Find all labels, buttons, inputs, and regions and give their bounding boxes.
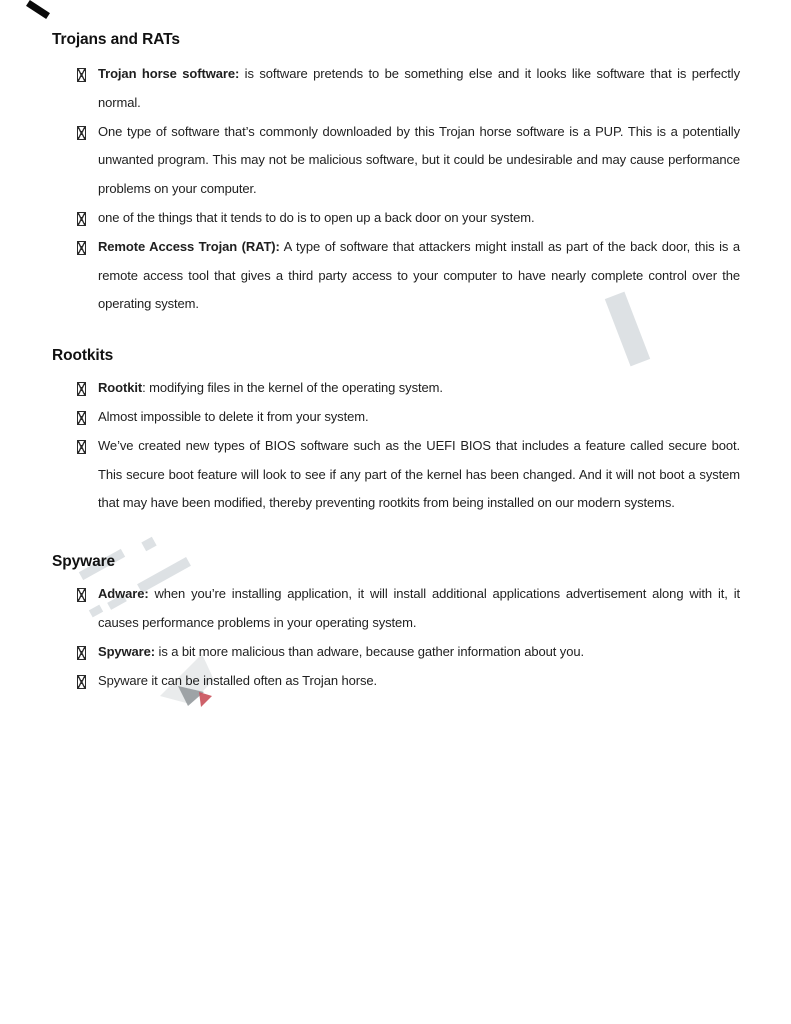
list-item-text: one of the things that it tends to do is to open up a back door on your system.	[98, 209, 535, 225]
bullet-cell	[77, 403, 98, 425]
list-item-text: One type of software that’s commonly downloaded by this Trojan horse software is a PUP. This is a potentially unwanted program. This may not be malicious software, but it could be undesirable and may cause performance problems on your computer.	[98, 123, 740, 197]
section-heading: Spyware	[52, 553, 116, 571]
missing-glyph-bullet-icon	[77, 440, 86, 454]
list-item	[52, 118, 740, 204]
list-item-text: Remote Access Trojan (RAT): A type of software that attackers might install as part of the back door, this is a remote access tool that gives a third party access to your computer to have nearly complete control over the operating system.	[98, 238, 740, 312]
missing-glyph-bullet-icon	[77, 646, 86, 660]
list-item	[52, 60, 740, 118]
document-section	[52, 31, 740, 319]
list-item	[52, 403, 740, 432]
bullet-cell	[77, 580, 98, 602]
list-item	[52, 374, 740, 403]
bullet-cell	[77, 233, 98, 255]
list-item	[52, 432, 740, 518]
bullet-cell	[77, 118, 98, 140]
bullet-list	[52, 60, 740, 319]
bullet-cell	[77, 204, 98, 226]
list-item-text: Spyware it can be installed often as Trojan horse.	[98, 672, 377, 688]
missing-glyph-bullet-icon	[77, 212, 86, 226]
list-item-text: We’ve created new types of BIOS software such as the UEFI BIOS that includes a feature called secure boot. This secure boot feature will look to see if any part of the kernel has been changed. And it will not boot a system that may have been modified, thereby preventing rootkits from being installed on our modern systems.	[98, 437, 740, 511]
missing-glyph-bullet-icon	[77, 382, 86, 396]
list-item	[52, 638, 740, 667]
document-section	[52, 347, 740, 518]
list-item	[52, 233, 740, 319]
missing-glyph-bullet-icon	[77, 126, 86, 140]
missing-glyph-bullet-icon	[77, 675, 86, 689]
bullet-cell	[77, 638, 98, 660]
bullet-cell	[77, 667, 98, 689]
bullet-cell	[77, 374, 98, 396]
missing-glyph-bullet-icon	[77, 241, 86, 255]
bullet-list	[52, 580, 740, 695]
section-heading: Rootkits	[52, 347, 114, 365]
bullet-cell	[77, 432, 98, 454]
list-item-text: Rootkit: modifying files in the kernel of the operating system.	[98, 380, 443, 396]
section-heading: Trojans and RATs	[52, 31, 180, 48]
bullet-cell	[77, 60, 98, 82]
list-item-text: Almost impossible to delete it from your system.	[98, 408, 369, 424]
missing-glyph-bullet-icon	[77, 588, 86, 602]
document-section	[52, 553, 740, 695]
missing-glyph-bullet-icon	[77, 68, 86, 82]
list-item-text: Trojan horse software: is software pretends to be something else and it looks like software that is perfectly normal.	[98, 66, 740, 110]
list-item	[52, 667, 740, 696]
list-item-text: Spyware: is a bit more malicious than adware, because gather information about you.	[98, 643, 584, 659]
missing-glyph-bullet-icon	[77, 411, 86, 425]
bullet-list	[52, 374, 740, 518]
list-item	[52, 580, 740, 638]
list-item	[52, 204, 740, 233]
list-item-text: Adware: when you’re installing application, it will install additional applications advertisement along with it, it causes performance problems in your operating system.	[98, 586, 740, 630]
